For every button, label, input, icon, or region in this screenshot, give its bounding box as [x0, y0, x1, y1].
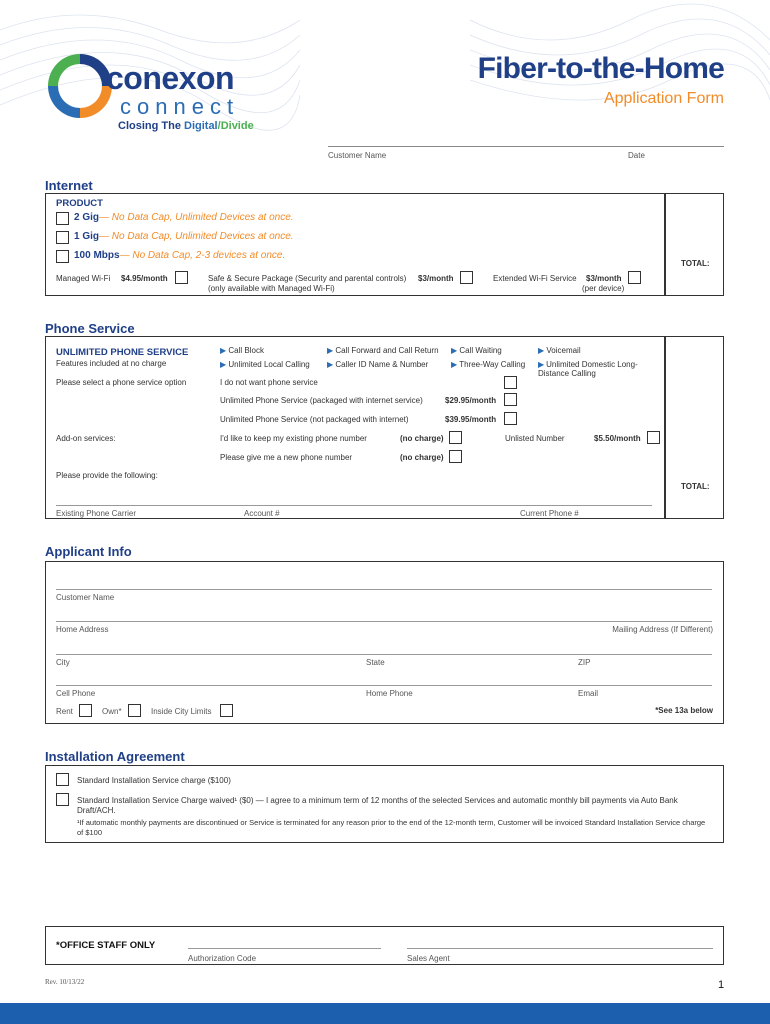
state-label: State [366, 658, 385, 667]
rent-checkbox[interactable] [79, 704, 92, 717]
applicant-box [45, 561, 724, 724]
option-2gig-checkbox[interactable] [56, 212, 69, 225]
logo-brand2: connect [120, 94, 240, 119]
feature-call-forward-label: Call Forward and Call Return [335, 346, 439, 355]
date-label: Date [628, 151, 645, 160]
carrier-line[interactable] [56, 505, 652, 506]
install-opt1-checkbox[interactable] [56, 773, 69, 786]
logo-tagline-pre: Closing The [118, 120, 184, 132]
phone-opt-standalone-label: Unlimited Phone Service (not packaged with internet) [220, 415, 409, 424]
feature-call-forward: ▶ Call Forward and Call Return [327, 346, 439, 355]
feature-call-waiting: ▶ Call Waiting [451, 346, 502, 355]
option-100mbps-desc: — No Data Cap, 2-3 devices at once. [119, 250, 286, 261]
city-label: City [56, 658, 70, 667]
managed-wifi-checkbox[interactable] [175, 271, 188, 284]
option-1gig-checkbox[interactable] [56, 231, 69, 244]
ext-wifi-note: (per device) [582, 284, 625, 293]
select-label: Please select a phone service option [56, 378, 187, 387]
rent-label: Rent [56, 707, 73, 716]
own-label: Own* [102, 707, 122, 716]
own-checkbox[interactable] [128, 704, 141, 717]
safe-secure-price: $3/month [418, 274, 454, 283]
logo [40, 46, 270, 138]
home-address-label: Home Address [56, 625, 109, 634]
bottom-bar [0, 1003, 770, 1024]
unlimited-label: UNLIMITED PHONE SERVICE [56, 347, 189, 358]
feature-call-block: ▶ Call Block [220, 346, 264, 355]
feature-voicemail: ▶ Voicemail [538, 346, 581, 355]
safe-secure-checkbox[interactable] [460, 271, 473, 284]
home-address-field[interactable] [56, 621, 712, 622]
auth-code-field[interactable] [188, 948, 381, 949]
page-number: 1 [718, 979, 725, 991]
feature-caller-id: ▶ Caller ID Name & Number [327, 360, 429, 369]
keep-number-price: (no charge) [400, 434, 444, 443]
home-phone-label: Home Phone [366, 689, 413, 698]
option-1gig [74, 231, 294, 242]
page-title: Fiber-to-the-Home [477, 52, 724, 85]
see-note-label: *See 13a below [655, 706, 713, 715]
customer-name-label: Customer Name [328, 151, 387, 160]
mailing-address-label: Mailing Address (If Different) [612, 625, 713, 634]
ext-wifi-price: $3/month [586, 274, 622, 283]
option-2gig-name: 2 Gig [74, 212, 100, 223]
internet-title: Internet [45, 178, 93, 193]
account-label: Account # [244, 509, 280, 518]
option-100mbps-name: 100 Mbps [74, 250, 120, 261]
rev-label: Rev. 10/13/22 [45, 978, 85, 986]
keep-number-label: I'd like to keep my existing phone number [220, 434, 367, 443]
office-title: *OFFICE STAFF ONLY [56, 940, 156, 951]
option-1gig-desc: — No Data Cap, Unlimited Devices at once. [99, 231, 294, 242]
phone-total-box [665, 336, 724, 519]
logo-tagline: Closing The Digital/Divide [118, 120, 254, 132]
phone-opt-none-checkbox[interactable] [504, 376, 517, 389]
product-label: PRODUCT [56, 198, 103, 209]
feature-voicemail-label: Voicemail [546, 346, 581, 355]
install-footnote: ¹If automatic monthly payments are discontinued or Service is terminated for any reason prior to the end of the 12-month term, Customer will be invoiced Standard Installation Service charge of $100 [77, 818, 706, 837]
new-number-checkbox[interactable] [449, 450, 462, 463]
new-number-label: Please give me a new phone number [220, 453, 353, 462]
option-1gig-name: 1 Gig [74, 231, 100, 242]
applicant-title: Applicant Info [45, 544, 132, 559]
provide-label: Please provide the following: [56, 471, 158, 480]
keep-number-checkbox[interactable] [449, 431, 462, 444]
option-2gig [74, 212, 294, 223]
inside-city-checkbox[interactable] [220, 704, 233, 717]
unlisted-checkbox[interactable] [647, 431, 660, 444]
cell-phone-label: Cell Phone [56, 689, 96, 698]
applicant-customer-name-label: Customer Name [56, 593, 115, 602]
logo-brand: conexon [106, 60, 235, 96]
feature-local-calling: ▶ Unlimited Local Calling [220, 360, 310, 369]
install-title: Installation Agreement [45, 749, 185, 764]
feature-three-way: ▶ Three-Way Calling [451, 360, 526, 369]
safe-secure-label: Safe & Secure Package (Security and parental controls) [208, 274, 407, 283]
option-100mbps [74, 250, 285, 261]
internet-total-box [665, 193, 724, 296]
ext-wifi-checkbox[interactable] [628, 271, 641, 284]
logo-tagline-digital: Digital [184, 120, 218, 132]
internet-total-label: TOTAL: [681, 259, 710, 268]
addon-label: Add-on services: [56, 434, 116, 443]
managed-wifi-price: $4.95/month [121, 274, 168, 283]
option-2gig-desc: — No Data Cap, Unlimited Devices at once. [99, 212, 294, 223]
phone-opt-packaged-price: $29.95/month [445, 396, 497, 405]
feature-three-way-label: Three-Way Calling [459, 360, 526, 369]
carrier-label: Existing Phone Carrier [56, 509, 137, 518]
phone-opt-packaged-label: Unlimited Phone Service (packaged with internet service) [220, 396, 423, 405]
unlisted-price: $5.50/month [594, 434, 641, 443]
feature-local-calling-label: Unlimited Local Calling [228, 360, 310, 369]
phone-opt-packaged-checkbox[interactable] [504, 393, 517, 406]
logo-tagline-divide: Divide [220, 120, 254, 132]
feature-long-distance-label: Unlimited Domestic Long-Distance Calling [538, 360, 638, 378]
phone-opt-standalone-price: $39.95/month [445, 415, 497, 424]
option-100mbps-checkbox[interactable] [56, 250, 69, 263]
customer-name-field[interactable] [56, 589, 712, 590]
customer-name-line[interactable] [328, 146, 724, 147]
email-label: Email [578, 689, 599, 698]
sales-agent-field[interactable] [407, 948, 713, 949]
feature-call-waiting-label: Call Waiting [459, 346, 502, 355]
zip-label: ZIP [578, 658, 591, 667]
phone-opt-none-label: I do not want phone service [220, 378, 318, 387]
features-label: Features included at no charge [56, 359, 167, 368]
install-opt2-checkbox[interactable] [56, 793, 69, 806]
sales-agent-label: Sales Agent [407, 954, 450, 963]
page-subtitle: Application Form [603, 90, 724, 107]
inside-city-label: Inside City Limits [151, 707, 212, 716]
phone-title: Phone Service [45, 321, 135, 336]
city-state-zip-field[interactable] [56, 654, 712, 655]
install-opt1-label: Standard Installation Service charge ($100) [77, 776, 231, 785]
phone-total-label: TOTAL: [681, 482, 710, 491]
feature-long-distance: ▶ Unlimited Domestic Long-Distance Calling [538, 360, 638, 378]
auth-code-label: Authorization Code [188, 954, 257, 963]
managed-wifi-label: Managed Wi-Fi [56, 274, 111, 283]
install-opt2-label: Standard Installation Service Charge waived¹ ($0) — I agree to a minimum term of 12 months of the selected Services and automatic monthly bill payments via Auto Bank Draft/ACH. [77, 796, 678, 815]
new-number-price: (no charge) [400, 453, 444, 462]
phones-email-field[interactable] [56, 685, 712, 686]
current-phone-label: Current Phone # [520, 509, 579, 518]
feature-call-block-label: Call Block [228, 346, 264, 355]
safe-secure-note: (only available with Managed Wi-Fi) [208, 284, 335, 293]
feature-caller-id-label: Caller ID Name & Number [335, 360, 429, 369]
phone-opt-standalone-checkbox[interactable] [504, 412, 517, 425]
unlisted-label: Unlisted Number [505, 434, 565, 443]
ext-wifi-label: Extended Wi-Fi Service [493, 274, 577, 283]
